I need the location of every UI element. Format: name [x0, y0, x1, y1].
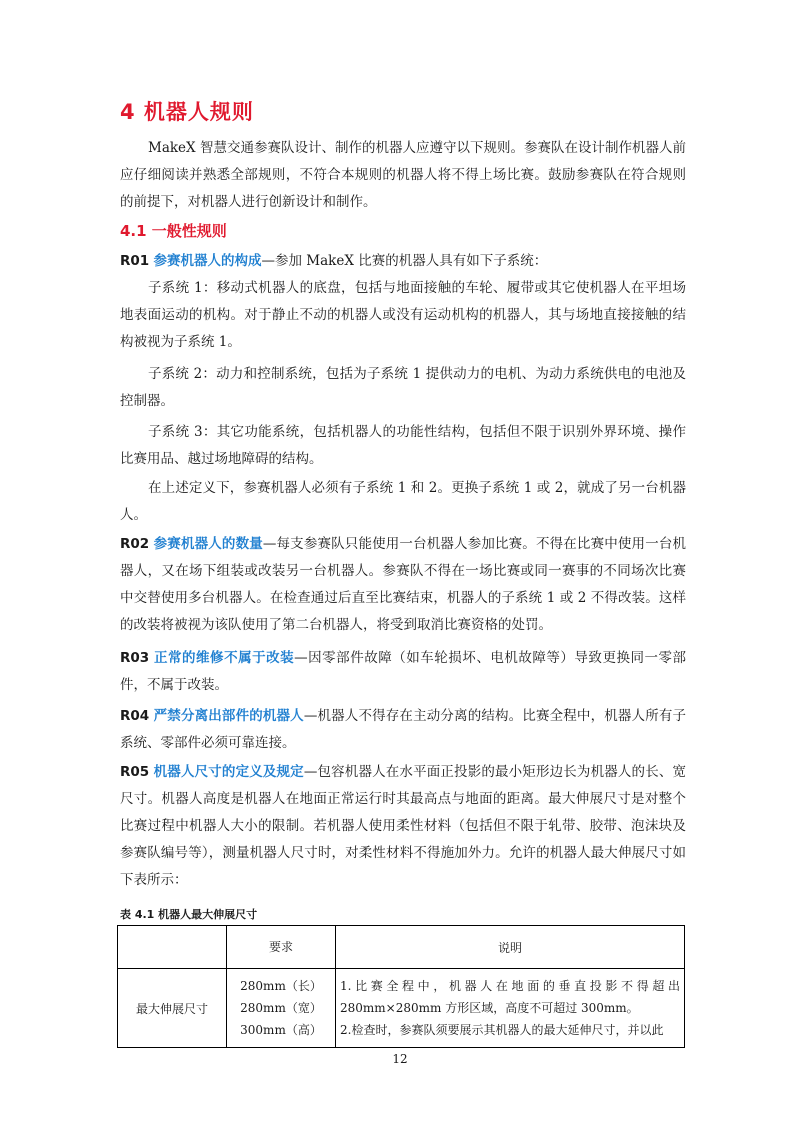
rule-id: R01 — [120, 253, 150, 269]
section-heading: 4.1 一般性规则 — [120, 222, 227, 240]
requirement-height: 300mm（高） — [240, 1023, 322, 1037]
subsystem-1-paragraph: 子系统 1：移动式机器人的底盘，包括与地面接触的车轮、履带或其它使机器人在平坦场地表面运动的机构。对于静止不动的机器人或没有运动机构的机器人，其与场地直接接触的结构被视为子系统 1。 — [120, 280, 686, 350]
rule-r03 — [120, 645, 686, 699]
size-table — [117, 925, 685, 1048]
rule-id: R03 — [120, 650, 150, 666]
row-label-cell: 最大伸展尺寸 — [118, 969, 227, 1048]
rule-text: —因零部件故障（如车轮损坏、电机故障等）导致更换同一零部件，不属于改装。 — [120, 650, 687, 693]
table-caption: 表 4.1 机器人最大伸展尺寸 — [120, 908, 258, 921]
table-header-cell: 要求 — [227, 926, 336, 969]
rule-title: 参赛机器人的数量 — [153, 536, 263, 552]
rule-r05 — [120, 759, 686, 894]
rule-title: 机器人尺寸的定义及规定 — [153, 764, 304, 780]
table-header-row — [118, 926, 685, 969]
requirement-cell — [227, 969, 336, 1048]
rule-title: 参赛机器人的构成 — [153, 253, 262, 269]
table-header-cell — [118, 926, 227, 969]
description-item: 1.比赛全程中，机器人在地面的垂直投影不得超出 280mm×280mm 方形区域，高度不可超过 300mm。 — [340, 979, 680, 1015]
chapter-heading: 4 机器人规则 — [120, 100, 254, 124]
rule-text: —机器人不得存在主动分离的结构。比赛全程中，机器人所有子系统、零部件必须可靠连接。 — [120, 708, 687, 751]
subsystem-note-paragraph: 在上述定义下，参赛机器人必须有子系统 1 和 2。更换子系统 1 或 2，就成了另一台机器人。 — [120, 480, 686, 523]
rule-id: R02 — [120, 536, 150, 552]
rule-id: R04 — [120, 708, 150, 724]
rule-title: 严禁分离出部件的机器人 — [153, 708, 304, 724]
rule-r02 — [120, 531, 686, 639]
table-header-cell: 说明 — [336, 926, 685, 969]
subsystem-2-paragraph: 子系统 2：动力和控制系统，包括为子系统 1 提供动力的电机、为动力系统供电的电池及控制器。 — [120, 366, 686, 409]
rule-r01 — [120, 248, 686, 275]
page-number: 12 — [392, 1052, 408, 1066]
rule-text: —每支参赛队只能使用一台机器人参加比赛。不得在比赛中使用一台机器人，又在场下组装或改装另一台机器人。参赛队不得在一场比赛或同一赛事的不同场次比赛中交替使用多台机器人。在检查通过后直至比赛结束，机器人的子系统 1 或 2 不得改装。这样的改装将被视为该队使用了第二台机器人，将受到取消比赛资格的处罚。 — [120, 536, 687, 633]
rule-text: —参加 MakeX 比赛的机器人具有如下子系统： — [261, 253, 548, 269]
rule-title: 正常的维修不属于改装 — [154, 650, 295, 666]
requirement-width: 280mm（宽） — [240, 1001, 322, 1015]
description-item: 2.检查时，参赛队须要展示其机器人的最大延伸尺寸，并以此 — [340, 1023, 664, 1037]
subsystem-3-paragraph: 子系统 3：其它功能系统，包括机器人的功能性结构，包括但不限于识别外界环境、操作比赛用品、越过场地障碍的结构。 — [120, 424, 686, 467]
requirement-length: 280mm（长） — [240, 979, 322, 993]
table-row — [118, 969, 685, 1048]
rule-r04 — [120, 703, 686, 757]
intro-paragraph: MakeX 智慧交通参赛队设计、制作的机器人应遵守以下规则。参赛队在设计制作机器人前应仔细阅读并熟悉全部规则，不符合本规则的机器人将不得上场比赛。鼓励参赛队在符合规则的前提下，对机器人进行创新设计和制作。 — [120, 140, 686, 210]
rule-id: R05 — [120, 764, 150, 780]
rule-text: —包容机器人在水平面正投影的最小矩形边长为机器人的长、宽尺寸。机器人高度是机器人在地面正常运行时其最高点与地面的距离。最大伸展尺寸是对整个比赛过程中机器人大小的限制。若机器人使用柔性材料（包括但不限于轧带、胶带、泡沫块及参赛队编号等），测量机器人尺寸时，对柔性材料不得施加外力。允许的机器人最大伸展尺寸如下表所示： — [120, 764, 687, 888]
description-cell — [336, 969, 685, 1048]
